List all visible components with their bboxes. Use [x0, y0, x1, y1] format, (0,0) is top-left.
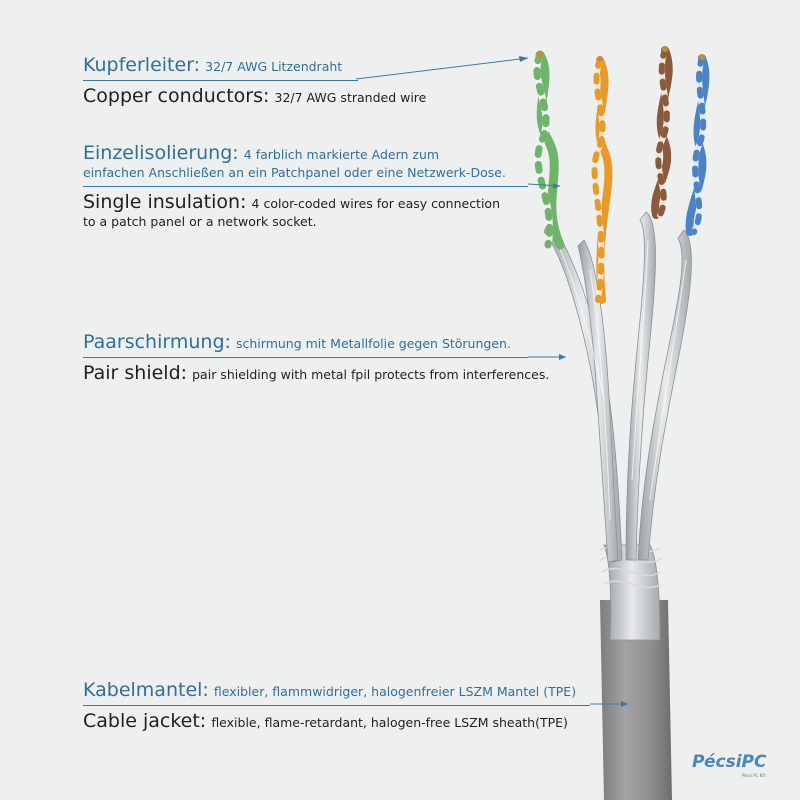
divider	[83, 80, 358, 81]
english-desc: 32/7 AWG stranded wire	[274, 90, 427, 105]
english-title: Pair shield:	[83, 362, 188, 384]
german-desc: schirmung mit Metallfolie gegen Störungen.	[236, 336, 511, 351]
german-desc: 4 farblich markierte Adern zum	[243, 147, 440, 162]
english-title: Cable jacket:	[83, 710, 207, 732]
german-copper-line	[83, 56, 426, 75]
german-desc: 32/7 AWG Litzendraht	[205, 59, 343, 74]
english-desc: 4 color-coded wires for easy connection	[251, 195, 501, 211]
wire-green	[537, 55, 560, 245]
label-single-insulation	[83, 144, 528, 228]
wire-orange	[595, 60, 609, 300]
english-jacket-line	[83, 712, 590, 731]
english-desc-continued: to a patch panel or a network socket.	[83, 213, 317, 229]
label-pair-shield	[83, 333, 549, 383]
divider	[83, 186, 528, 187]
german-desc-continued: einfachen Anschließen an ein Patchpanel oder eine Netzwerk-Dose.	[83, 165, 506, 180]
german-shield-line	[83, 333, 549, 352]
german-title: Kupferleiter:	[83, 54, 201, 76]
english-title: Copper conductors:	[83, 85, 270, 107]
english-shield-line	[83, 364, 549, 383]
divider	[83, 357, 528, 358]
divider	[83, 705, 590, 706]
german-title: Kabelmantel:	[83, 679, 209, 701]
wire-brown	[655, 50, 669, 215]
german-title: Einzelisolierung:	[83, 142, 239, 164]
german-insulation-line	[83, 144, 528, 163]
label-copper-conductors	[83, 56, 426, 106]
german-title: Paarschirmung:	[83, 331, 231, 353]
german-desc: flexibler, flammwidriger, halogenfreier LSZM Mantel (TPE)	[213, 684, 577, 699]
brand-logo	[692, 752, 767, 778]
logo-subtext: Pécsi PC Kft.	[741, 773, 767, 778]
copper-tips	[537, 46, 705, 62]
wire-blue	[690, 58, 706, 232]
label-cable-jacket	[83, 681, 590, 731]
english-insulation-line	[83, 190, 528, 213]
english-copper-line	[83, 87, 426, 106]
english-title: Single insulation:	[83, 190, 247, 213]
german-jacket-line	[83, 681, 590, 700]
logo-text: PécsiPC	[692, 752, 767, 772]
english-desc: flexible, flame-retardant, halogen-free LSZM sheath(TPE)	[211, 715, 568, 730]
english-desc: pair shielding with metal fpil protects from interferences.	[192, 367, 550, 382]
